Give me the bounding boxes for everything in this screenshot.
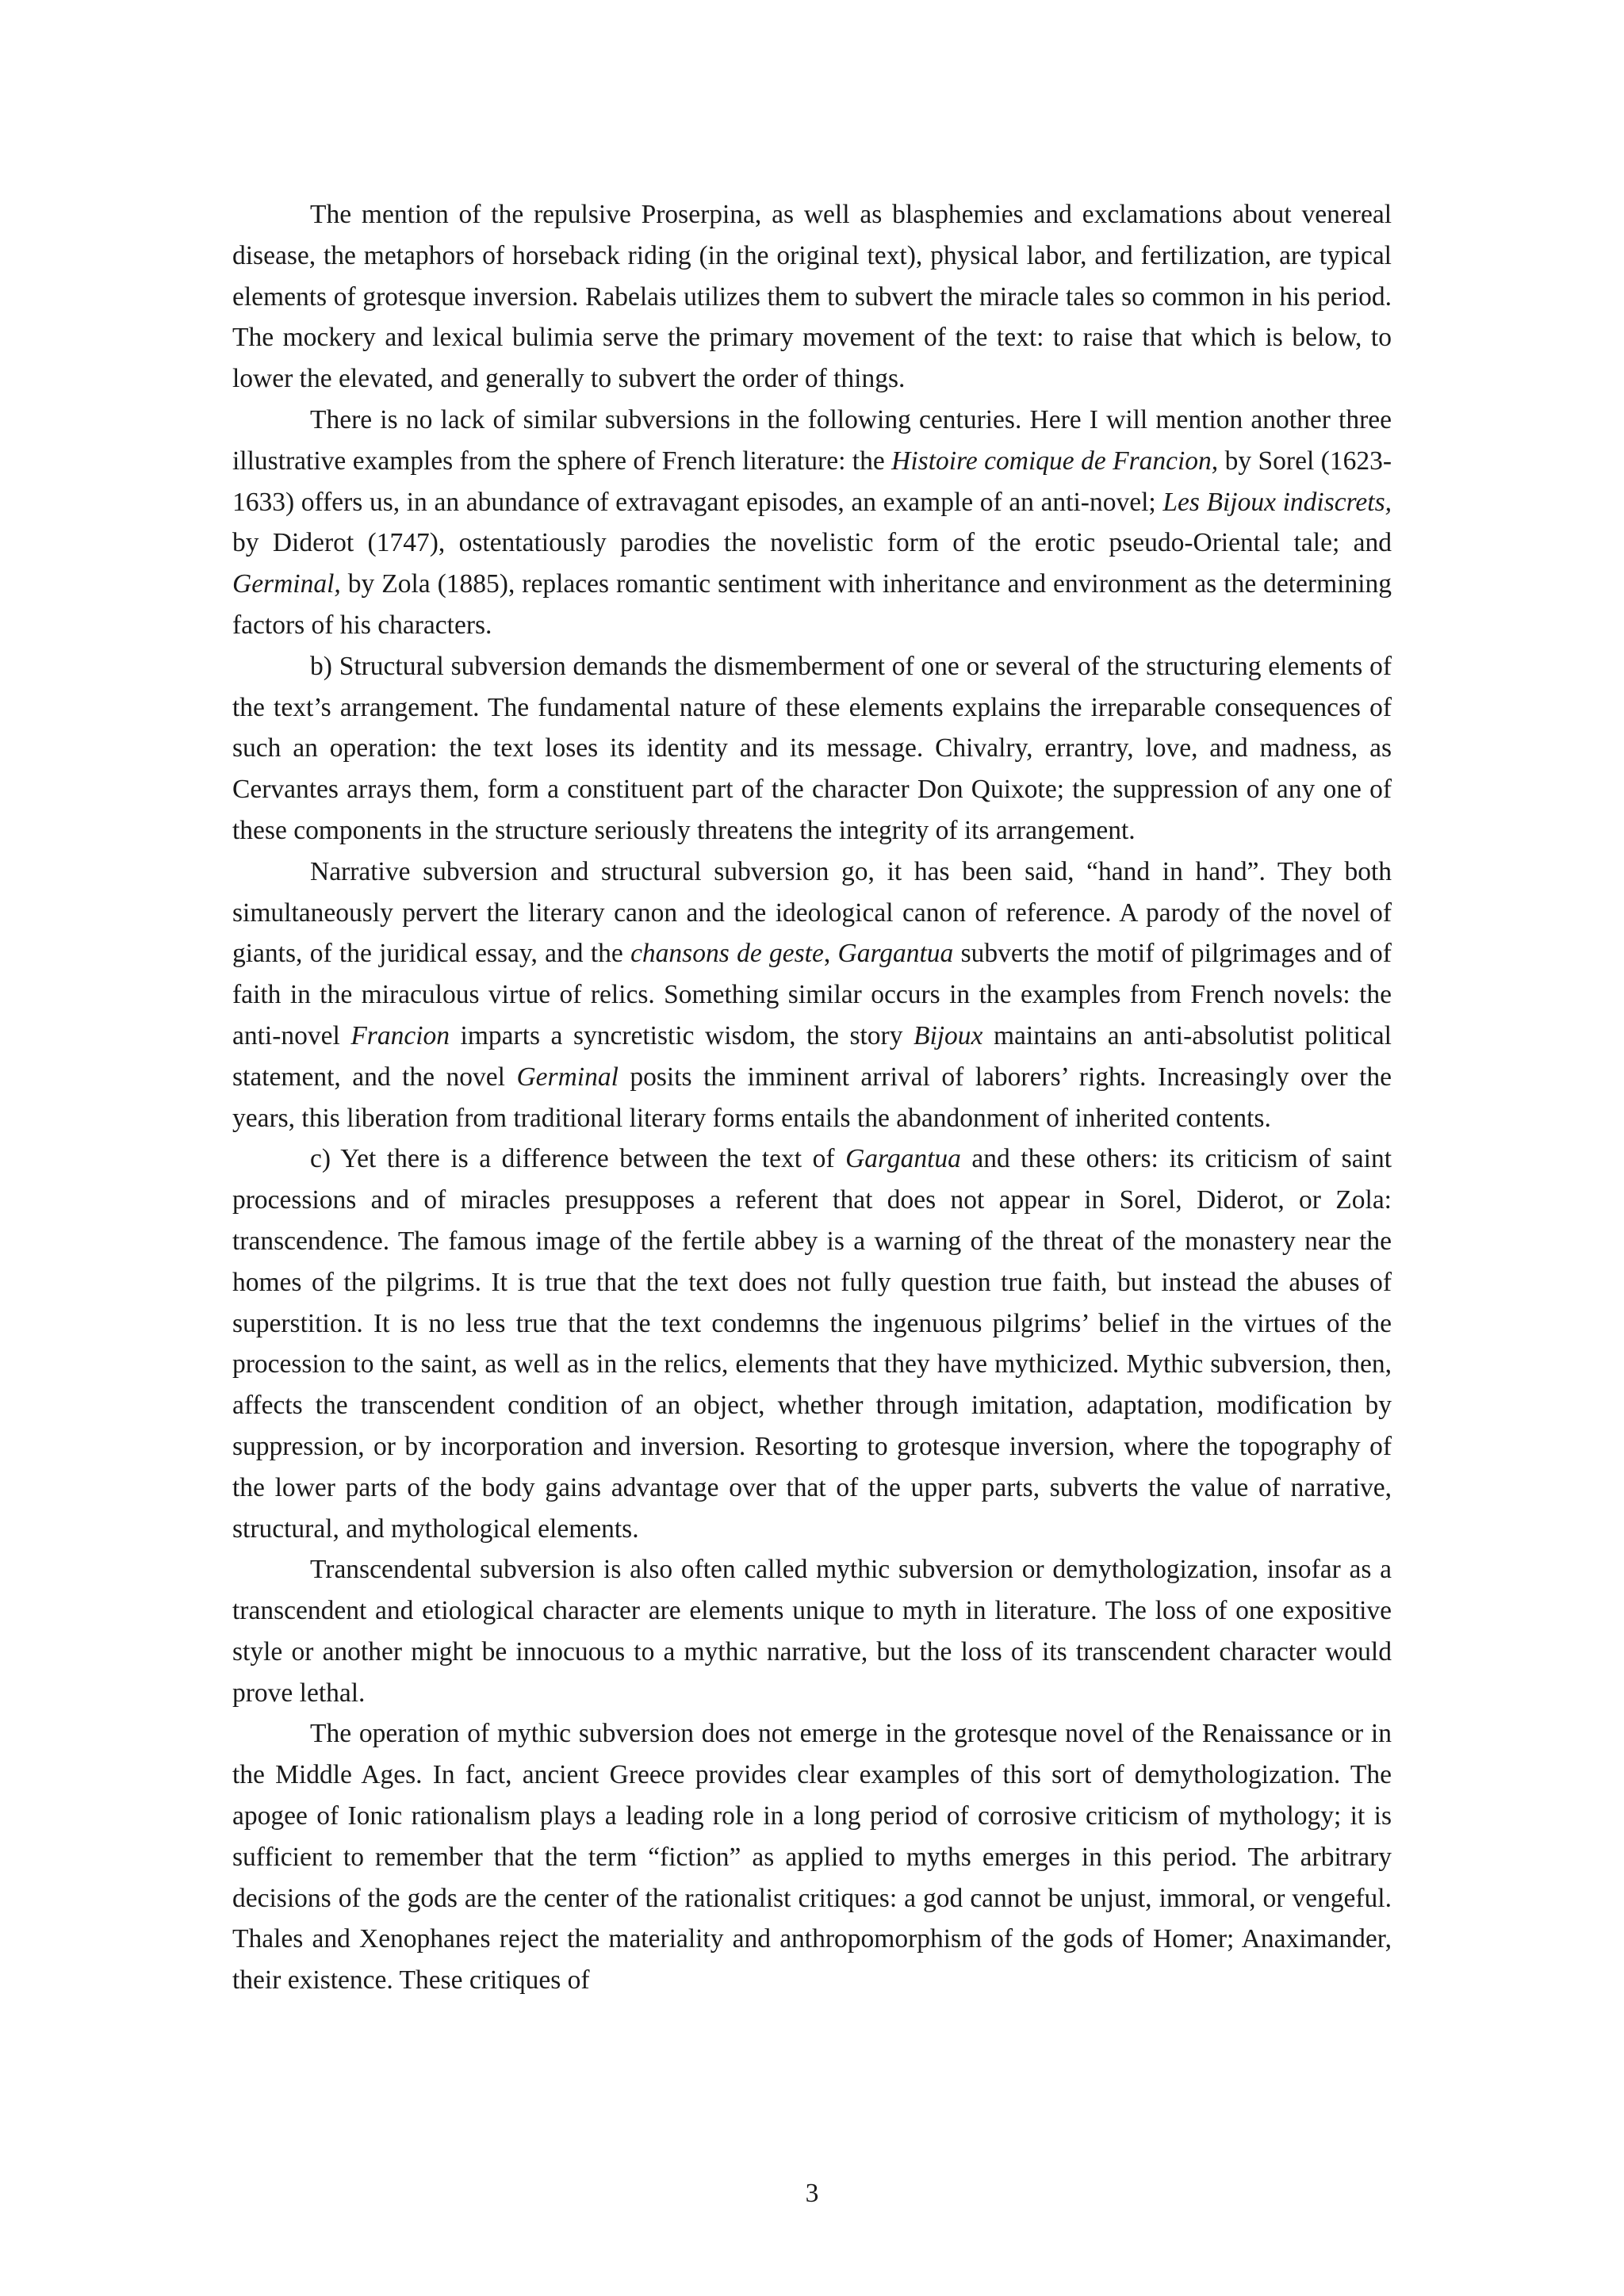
book-title-germinal: Germinal — [516, 1062, 619, 1092]
page-number: 3 — [805, 2179, 819, 2208]
body-text — [232, 194, 1392, 2001]
paragraph-ancient-greece — [232, 1713, 1392, 2001]
book-title-bijoux: Les Bijoux indiscrets, — [1162, 487, 1392, 517]
paragraph-mythic-subversion — [232, 1138, 1392, 1549]
paragraph-text: There is no lack of similar subversions in the following centuries. Here I will mention another three illustrative examples from the sphere of French literature: the — [232, 404, 1392, 476]
book-title-gargantua: Gargantua — [837, 939, 954, 969]
term-chansons-de-geste: chansons de geste — [630, 939, 824, 969]
book-title-germinal: Germinal, — [232, 569, 341, 599]
paragraph-structural-subversion — [232, 646, 1392, 851]
book-title-bijoux: Bijoux — [913, 1020, 983, 1050]
book-title-francion: Francion — [350, 1020, 450, 1050]
book-title-francion: Histoire comique de Francion, — [891, 446, 1219, 476]
paragraph-text: c) Yet there is a difference between the text of — [310, 1144, 846, 1174]
book-title-gargantua: Gargantua — [845, 1144, 961, 1174]
paragraph-narrative-structural — [232, 851, 1392, 1139]
paragraph-text: , — [823, 939, 838, 969]
paragraph-text: and these others: its criticism of saint processions and of miracles presupposes a referent that does not appear in Sorel, Diderot, or Zola: transcendence. The famous image of the fertile abbey is a warning of the threat of the monastery near the homes of the pilgrims. It is true that the text does not fully question true faith, but instead the abuses of superstition. It is no less true that the text condemns the ingenuous pilgrims’ belief in the virtues of the procession to the saint, as well as in the relics, elements that they have mythicized. Mythic subversion, then, affects the transcendent condition of an object, whether through imitation, adaptation, modification by suppression, or by incorporation and inversion. Resorting to grotesque inversion, where the topography of the lower parts of the body gains advantage over that of the upper parts, subverts the value of narrative, structural, and mythological elements. — [232, 1144, 1392, 1544]
paragraph-text: subverts the motif of pilgrimages and of faith in the miraculous virtue of relics. Something similar occurs in the examples from French novels: the anti-novel — [232, 939, 1392, 1050]
paragraph-transcendental-subversion — [232, 1549, 1392, 1713]
paragraph-text: The operation of mythic subversion does not emerge in the grotesque novel of the Renaissance or in the Middle Ages. In fact, ancient Greece provides clear examples of this sort of demythologization. The apogee of Ionic rationalism plays a leading role in a long period of corrosive criticism of mythology; it is sufficient to remember that the term “fiction” as applied to myths emerges in this period. The arbitrary decisions of the gods are the center of the rationalist critiques: a god cannot be unjust, immoral, or vengeful. Thales and Xenophanes reject the materiality and anthropomorphism of the gods of Homer; Anaximander, their existence. These critiques of — [232, 1719, 1392, 1996]
paragraph-grotesque-inversion — [232, 194, 1392, 400]
paragraph-text: maintains an anti-absolutist political statement, and the novel — [232, 1020, 1392, 1092]
paragraph-text: imparts a syncretistic wisdom, the story — [450, 1020, 914, 1050]
paragraph-text: b) Structural subversion demands the dismemberment of one or several of the structuring elements of the text’s arrangement. The fundamental nature of these elements explains the irreparable consequences of such an operation: the text loses its identity and its message. Chivalry, errantry, love, and madness, as Cervantes arrays them, form a constituent part of the character Don Quixote; the suppression of any one of these components in the structure seriously threatens the integrity of its arrangement. — [232, 651, 1392, 845]
paragraph-french-examples — [232, 400, 1392, 646]
paragraph-text: Narrative subversion and structural subversion go, it has been said, “hand in hand”. They both simultaneously pervert the literary canon and the ideological canon of reference. A parody of the novel of giants, of the juridical essay, and the — [232, 856, 1392, 969]
paragraph-text: by Diderot (1747), ostentatiously parodies the novelistic form of the erotic pseudo-Oriental tale; and — [232, 528, 1392, 558]
paragraph-text: The mention of the repulsive Proserpina, as well as blasphemies and exclamations about venereal disease, the metaphors of horseback riding (in the original text), physical labor, and fertilization, are typical elements of grotesque inversion. Rabelais utilizes them to subvert the miracle tales so common in his period. The mockery and lexical bulimia serve the primary movement of the text: to raise that which is below, to lower the elevated, and generally to subvert the order of things. — [232, 200, 1392, 394]
paragraph-text: by Sorel (1623-1633) offers us, in an abundance of extravagant episodes, an example of an anti-novel; — [232, 446, 1392, 517]
paragraph-text: by Zola (1885), replaces romantic sentiment with inheritance and environment as the determining factors of his characters. — [232, 569, 1392, 640]
paragraph-text: posits the imminent arrival of laborers’ rights. Increasingly over the years, this liberation from traditional literary forms entails the abandonment of inherited contents. — [232, 1062, 1392, 1133]
paragraph-text: Transcendental subversion is also often called mythic subversion or demythologization, insofar as a transcendent and etiological character are elements unique to myth in literature. The loss of one expositive style or another might be innocuous to a mythic narrative, but the loss of its transcendent character would prove lethal. — [232, 1555, 1392, 1708]
